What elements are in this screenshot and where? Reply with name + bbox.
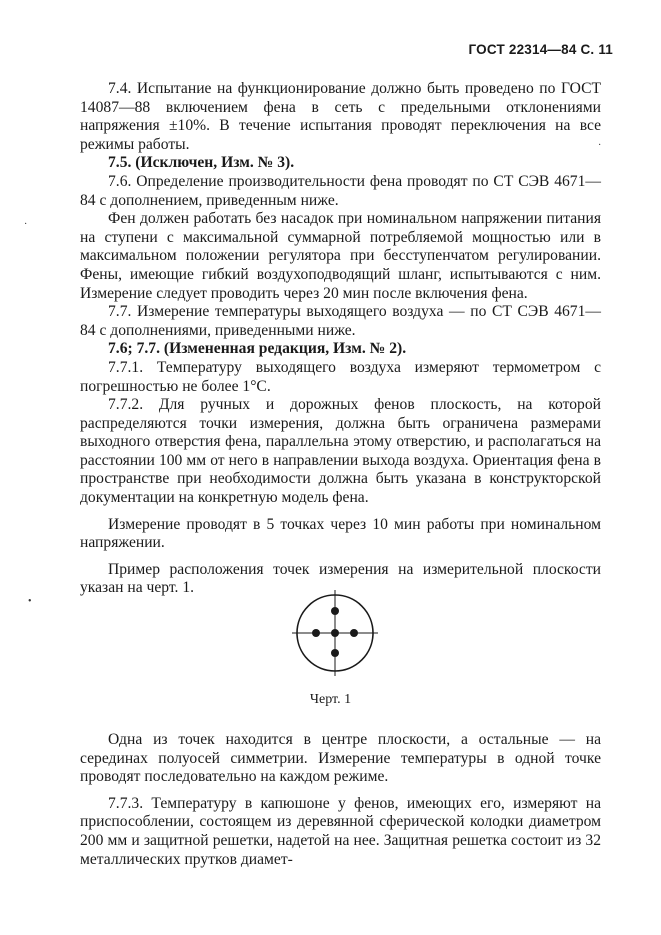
- paragraph-7-7-2: 7.7.2. Для ручных и дорожных фенов плоскость, на которой распределяются точки измерения, должна быть ограничена размерами выходного отверстия фена, параллельна этому отверстию, и располагаться на расстоянии 100 мм от него в направлении выхода воздуха. Ориентация фена в пространстве при необходимости должна быть указана в конструкторской документации на конкретную модель фена.: [80, 396, 601, 507]
- paragraph-7-7-2-example: Пример расположения точек измерения на измерительной плоскости указан на черт. 1.: [80, 560, 601, 597]
- paragraph-7-7-2-measurement: Измерение проводят в 5 точках через 10 мин работы при номинальном напряжении.: [80, 515, 601, 552]
- text-block-bottom: [80, 731, 601, 869]
- measurement-point-center: [331, 629, 339, 637]
- paragraph-7-6-detail: Фен должен работать без насадок при номинальном напряжении питания на ступени с максимальной суммарной потребляемой мощностью или в максимальном положении регулятора при бесступенчатом регулировании. Фены, имеющие гибкий воздухоподводящий шланг, испытываются с ним. Измерение следует проводить через 20 мин после включения фена.: [80, 210, 601, 302]
- paragraph-7-4: 7.4. Испытание на функционирование должно быть проведено по ГОСТ 14087—88 включением фена в сеть с предельными отклонениями напряжения ±10%. В течение испытания проводят переключения на все режимы работы.: [80, 80, 601, 153]
- paragraph-7-7: 7.7. Измерение температуры выходящего воздуха — по СТ СЭВ 4671—84 с дополнениями, приведенными ниже.: [80, 303, 601, 339]
- paragraph-amendment: 7.6; 7.7. (Измененная редакция, Изм. № 2).: [108, 340, 407, 358]
- text-block-top: [80, 80, 601, 598]
- paragraph-7-6: 7.6. Определение производительности фена проводят по СТ СЭВ 4671—84 с дополнением, приведенным ниже.: [80, 172, 601, 209]
- figure-caption: Черт. 1: [309, 692, 352, 707]
- paragraph-7-7-3: 7.7.3. Температуру в капюшоне у фенов, имеющих его, измеряют на приспособлении, состоящем из деревянной сферической колодки диаметром 200 мм и защитной решетки, надетой на нее. Защитная решетка состоит из 32 металлических прутков диамет-: [80, 794, 601, 868]
- measurement-point-left: [312, 629, 320, 637]
- measurement-point-bottom: [331, 649, 339, 657]
- paragraph-points-description: Одна из точек находится в центре плоскости, а остальные — на серединах полуосей симметрии. Измерение температуры в одной точке проводят последовательно на каждом режиме.: [80, 731, 601, 786]
- page-header: ГОСТ 22314—84 С. 11: [468, 42, 613, 57]
- paragraph-7-7-1: 7.7.1. Температуру выходящего воздуха измеряют термометром с погрешностью не более 1°С.: [80, 358, 601, 395]
- measurement-point-top: [331, 607, 339, 615]
- scan-speck-3: ·: [598, 140, 602, 151]
- scan-speck-1: ·: [24, 219, 28, 230]
- scan-speck-2: •: [28, 596, 32, 607]
- measurement-point-right: [350, 629, 358, 637]
- paragraph-7-5: 7.5. (Исключен, Изм. № 3).: [108, 154, 295, 172]
- measurement-points-figure: [290, 588, 380, 678]
